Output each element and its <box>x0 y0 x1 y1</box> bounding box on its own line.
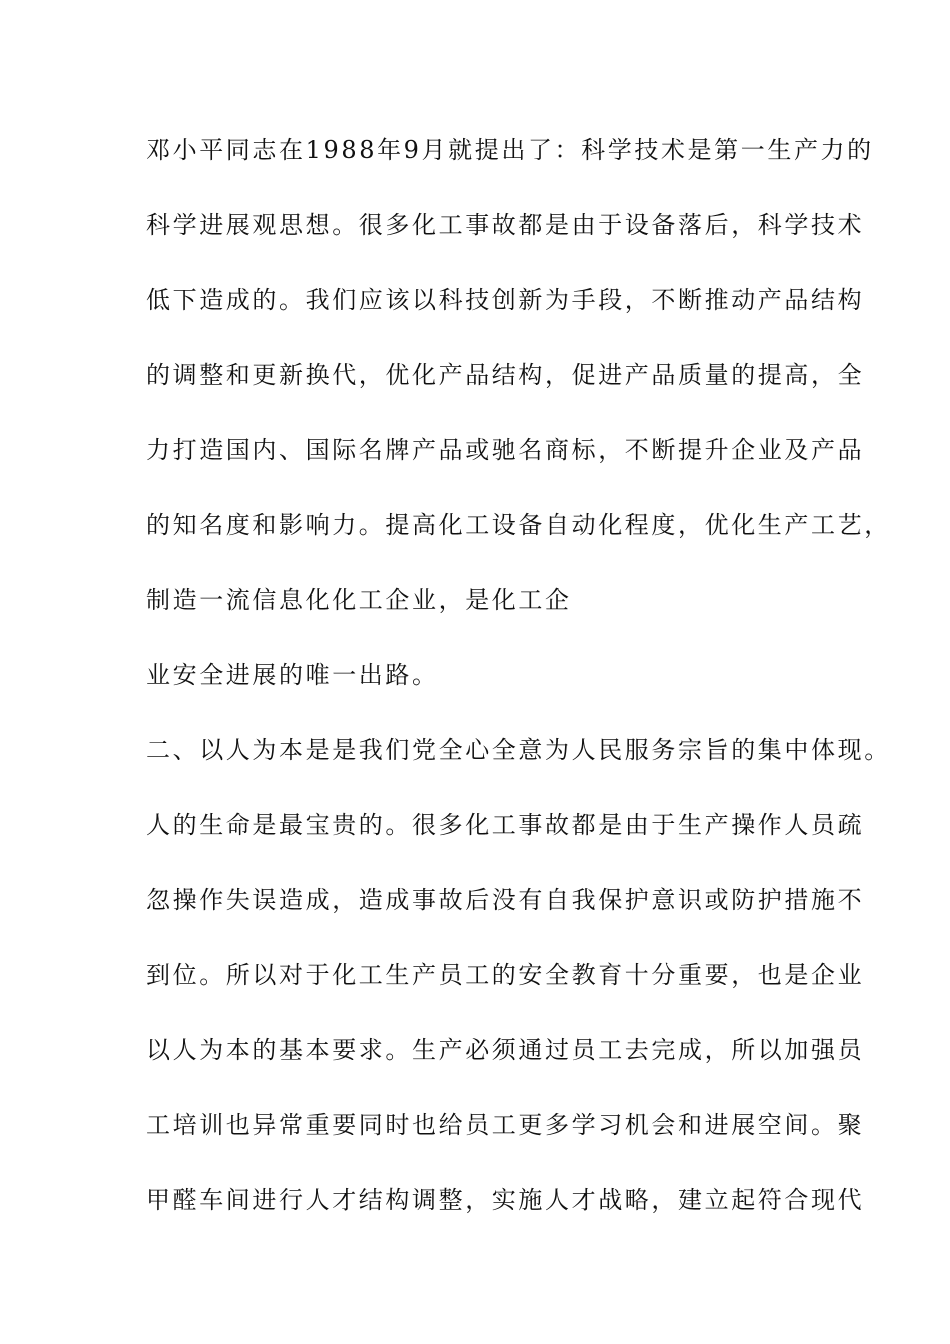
text-line: 力打造国内、国际名牌产品或驰名商标，不断提升企业及产品 <box>146 436 865 464</box>
text-line: 忽操作失误造成，造成事故后没有自我保护意识或防护措施不 <box>146 886 865 914</box>
text-line: 人的生命是最宝贵的。很多化工事故都是由于生产操作人员疏 <box>146 811 865 839</box>
text-line: 业安全进展的唯一出路。 <box>146 661 439 689</box>
text-line: 制造一流信息化化工企业，是化工企 <box>146 586 572 614</box>
text-line: 二、以人为本是是我们党全心全意为人民服务宗旨的集中体现。 <box>146 736 891 764</box>
text-line: 邓小平同志在1988年9月就提出了：科学技术是第一生产力的 <box>146 136 874 164</box>
text-line: 科学进展观思想。很多化工事故都是由于设备落后，科学技术 <box>146 211 865 239</box>
text-line: 甲醛车间进行人才结构调整，实施人才战略，建立起符合现代 <box>146 1186 865 1214</box>
text-line: 到位。所以对于化工生产员工的安全教育十分重要，也是企业 <box>146 961 865 989</box>
text-line: 低下造成的。我们应该以科技创新为手段，不断推动产品结构 <box>146 286 865 314</box>
text-line: 工培训也异常重要同时也给员工更多学习机会和进展空间。聚 <box>146 1111 865 1139</box>
text-line: 的调整和更新换代，优化产品结构，促进产品质量的提高，全 <box>146 361 865 389</box>
text-line: 的知名度和影响力。提高化工设备自动化程度，优化生产工艺， <box>146 511 891 539</box>
text-line: 以人为本的基本要求。生产必须通过员工去完成，所以加强员 <box>146 1036 865 1064</box>
